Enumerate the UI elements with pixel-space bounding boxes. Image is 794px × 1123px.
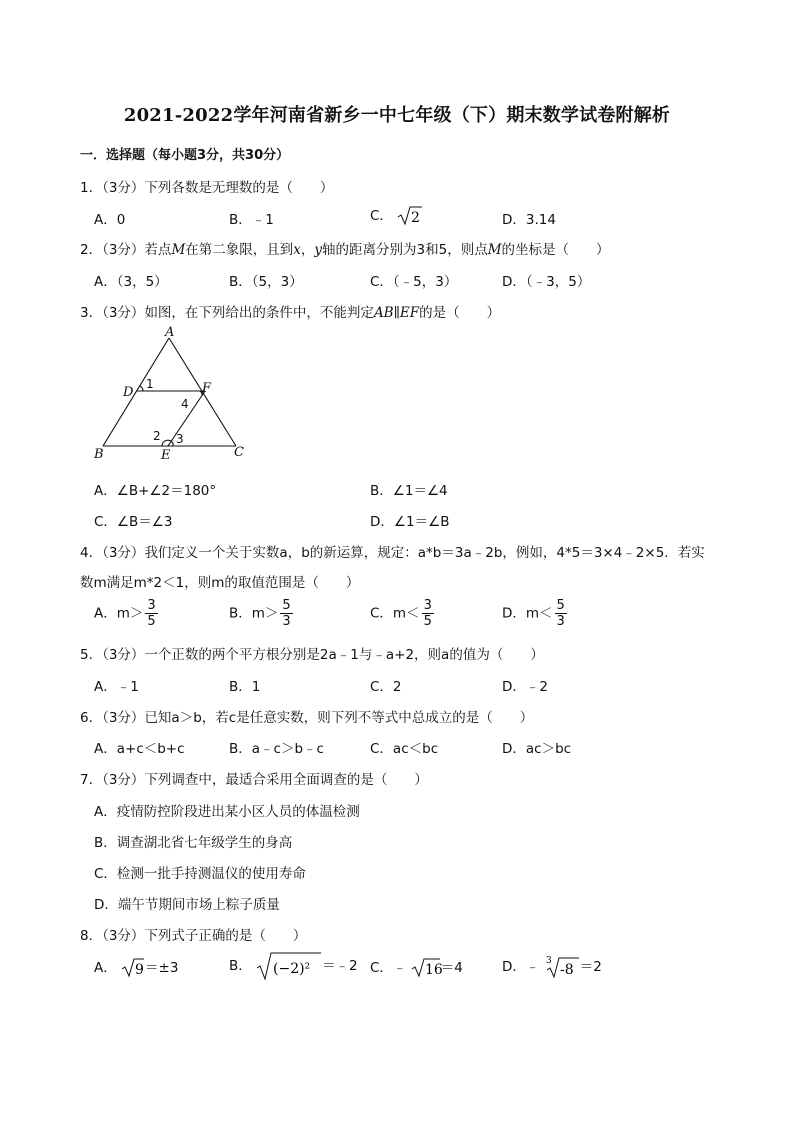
radicand: 2 bbox=[411, 210, 421, 226]
q8-option-c[interactable]: C．﹣ 16 ＝4 bbox=[370, 956, 463, 979]
q6-option-a[interactable]: A．a+c＜b+c bbox=[94, 741, 185, 757]
q2-option-a[interactable]: A．（3，5） bbox=[94, 274, 168, 290]
q6-option-d[interactable]: D．ac＞bc bbox=[502, 741, 572, 757]
q4-option-c[interactable]: C．m＜ $\frac{3}{5}$ bbox=[370, 598, 432, 629]
svg-text:3: 3 bbox=[545, 956, 552, 966]
q3-option-d[interactable]: D．∠1＝∠B bbox=[370, 514, 450, 530]
question-5: 5．（3分）一个正数的两个平方根分别是2a﹣1与﹣a+2，则a的值为（ ） bbox=[80, 647, 544, 663]
label-angle-3: 3 bbox=[176, 432, 184, 446]
svg-text:9: 9 bbox=[135, 962, 144, 978]
q8-option-d[interactable]: D．﹣ 3 -8 ＝2 bbox=[502, 956, 602, 978]
label-f: F bbox=[202, 381, 212, 396]
q4-option-b[interactable]: B．m＞ $\frac{5}{3}$ bbox=[229, 598, 291, 629]
question-6: 6．（3分）已知a＞b，若c是任意实数，则下列不等式中总成立的是（ ） bbox=[80, 710, 534, 726]
fraction: $\frac{3}{5}$ bbox=[423, 598, 432, 629]
q1-option-a[interactable]: A．0 bbox=[94, 212, 126, 228]
q6-option-c[interactable]: C．ac＜bc bbox=[370, 741, 439, 757]
question-4-line-1: 4．（3分）我们定义一个关于实数a，b的新运算，规定：a*b＝3a﹣2b，例如，4*5＝3×4﹣2×5．若实 bbox=[80, 545, 705, 561]
label-d: D bbox=[123, 385, 134, 400]
question-2: 2．（3分）若点M在第二象限，且到x，y轴的距离分别为3和5，则点M的坐标是（ ） bbox=[80, 242, 610, 258]
q7-option-d[interactable]: D．端午节期间市场上粽子质量 bbox=[94, 897, 280, 913]
fraction: $\frac{5}{3}$ bbox=[282, 598, 291, 629]
q8-option-b[interactable]: B． (−2)² ＝﹣2 bbox=[229, 951, 358, 981]
angle-3-arc bbox=[171, 441, 173, 446]
q4-option-d[interactable]: D．m＜ $\frac{5}{3}$ bbox=[502, 598, 565, 629]
q4-option-a[interactable]: A．m＞ $\frac{3}{5}$ bbox=[94, 598, 156, 629]
svg-text:(−2)²: (−2)² bbox=[273, 961, 311, 977]
q5-option-b[interactable]: B．1 bbox=[229, 679, 261, 695]
q5-option-d[interactable]: D．﹣2 bbox=[502, 679, 548, 695]
q6-option-b[interactable]: B．a﹣c＞b﹣c bbox=[229, 741, 324, 757]
label-angle-4: 4 bbox=[181, 397, 189, 411]
sqrt-symbol bbox=[256, 951, 322, 981]
question-7: 7．（3分）下列调查中，最适合采用全面调查的是（ ） bbox=[80, 772, 428, 788]
q8-option-a[interactable]: A． 9 ＝±3 bbox=[94, 956, 178, 979]
q7-option-a[interactable]: A．疫情防控阶段进出某小区人员的体温检测 bbox=[94, 804, 360, 820]
q1-option-b[interactable]: B．﹣1 bbox=[229, 212, 274, 228]
q2-option-b[interactable]: B．（5，3） bbox=[229, 274, 303, 290]
q3-option-c[interactable]: C．∠B＝∠3 bbox=[94, 514, 173, 530]
label-b: B bbox=[94, 447, 104, 462]
question-3: 3．（3分）如图，在下列给出的条件中，不能判定AB∥EF的是（ ） bbox=[80, 305, 501, 321]
label-c: C bbox=[234, 445, 244, 460]
q2-option-d[interactable]: D．（﹣3，5） bbox=[502, 274, 591, 290]
q3-option-b[interactable]: B．∠1＝∠4 bbox=[370, 483, 448, 499]
sqrt-symbol bbox=[121, 957, 145, 979]
label-angle-2: 2 bbox=[153, 429, 161, 443]
fraction: $\frac{5}{3}$ bbox=[556, 598, 565, 629]
q5-option-a[interactable]: A．﹣1 bbox=[94, 679, 139, 695]
q7-option-b[interactable]: B．调查湖北省七年级学生的身高 bbox=[94, 835, 293, 851]
q5-option-c[interactable]: C．2 bbox=[370, 679, 402, 695]
svg-text:16: 16 bbox=[424, 962, 443, 978]
sqrt-symbol bbox=[411, 957, 441, 979]
q3-option-a[interactable]: A．∠B+∠2＝180° bbox=[94, 483, 217, 499]
label-a: A bbox=[165, 325, 175, 340]
page-title: 2021-2022学年河南省新乡一中七年级（下）期末数学试卷附解析 bbox=[123, 105, 671, 126]
label-angle-1: 1 bbox=[146, 377, 154, 391]
question-8: 8．（3分）下列式子正确的是（ ） bbox=[80, 928, 307, 944]
triangle-figure bbox=[88, 326, 258, 466]
cube-root-symbol bbox=[544, 954, 580, 980]
sqrt-symbol bbox=[397, 205, 423, 227]
angle-1-arc bbox=[140, 386, 143, 391]
q2-option-c[interactable]: C．（﹣5，3） bbox=[370, 274, 458, 290]
svg-text:-8: -8 bbox=[559, 962, 574, 978]
fraction: $\frac{3}{5}$ bbox=[147, 598, 156, 629]
q1-option-d[interactable]: D．3.14 bbox=[502, 212, 556, 228]
q1-option-c[interactable]: C． 2 bbox=[370, 204, 423, 227]
question-4-line-2: 数m满足m*2＜1，则m的取值范围是（ ） bbox=[80, 575, 360, 591]
question-1: 1．（3分）下列各数是无理数的是（ ） bbox=[80, 180, 334, 196]
q7-option-c[interactable]: C．检测一批手持测温仪的使用寿命 bbox=[94, 866, 306, 882]
label-e: E bbox=[161, 448, 171, 463]
section-heading: 一．选择题（每小题3分，共30分） bbox=[80, 148, 290, 163]
